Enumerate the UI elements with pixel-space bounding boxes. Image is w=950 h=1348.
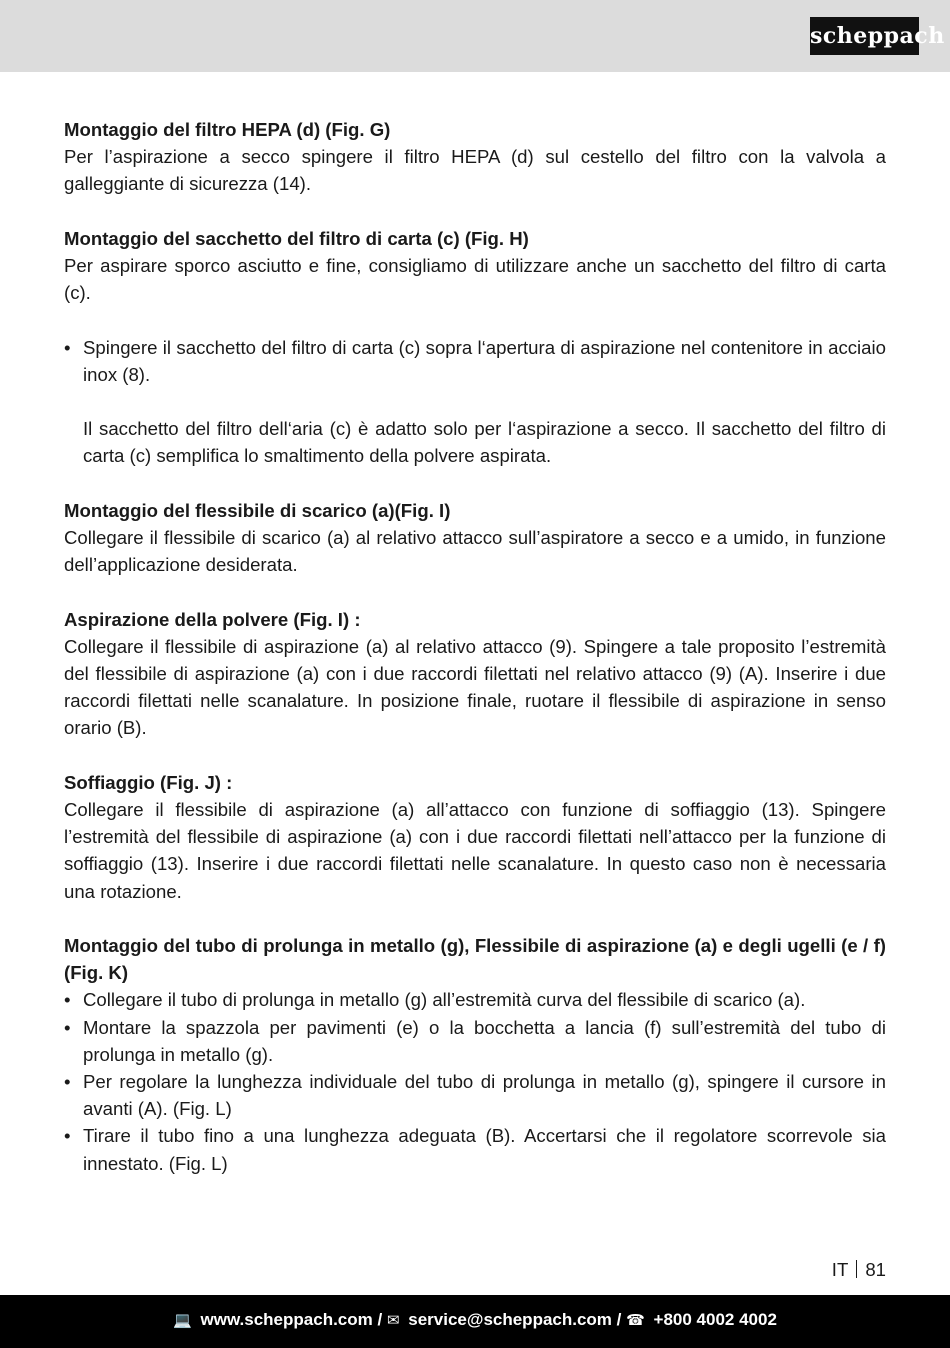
section-heading: Soffiaggio (Fig. J) : — [64, 771, 233, 793]
list-item: • Per regolare la lunghezza individuale del tubo di prolunga in metallo (g), spingere il cursore in avanti (A). (Fig. L) — [64, 1068, 886, 1122]
page-footer — [0, 1295, 950, 1348]
footer-phone[interactable]: +800 4002 4002 — [653, 1310, 777, 1329]
section-discharge-hose — [64, 497, 886, 579]
section-paragraph: Collegare il flessibile di aspirazione (a) al relativo attacco (9). Spingere a tale proposito l’estremità del flessibile di aspirazione (a) con i due raccordi filettati nel relativo attacco (9) (A). Inserire i due raccordi filettati nelle scanalature. In posizione finale, ruotare il flessibile di aspirazione in senso orario (B). — [64, 635, 886, 739]
section-paragraph: Per aspirare sporco asciutto e fine, consigliamo di utilizzare anche un sacchetto del filtro di carta (c). — [64, 255, 886, 304]
section-heading: Montaggio del sacchetto del filtro di carta (c) (Fig. H) — [64, 227, 529, 249]
bullet-list — [64, 334, 886, 388]
section-paragraph: Collegare il flessibile di aspirazione (a) all’attacco con funzione di soffiaggio (13). Spingere l’estremità del flessibile di aspirazione (a) con i due raccordi filettati nell’attacco per la funzione di soffiaggio (13). Inserire i due raccordi filettati nelle scanalature. In questo caso non è necessaria una rotazione. — [64, 798, 886, 902]
section-paragraph: Per l’aspirazione a secco spingere il filtro HEPA (d) sul cestello del filtro con la valvola a galleggiante di sicurezza (14). — [64, 146, 886, 195]
footer-email[interactable]: service@scheppach.com / — [408, 1310, 622, 1329]
brand-logo: scheppach — [810, 17, 919, 55]
email-icon: ✉ — [386, 1312, 400, 1329]
bullet-list — [64, 986, 886, 1176]
section-paragraph: Collegare il flessibile di scarico (a) al relativo attacco sull’aspiratore a secco e a umido, in funzione dell’applicazione desiderata. — [64, 526, 886, 576]
section-extension-tube — [64, 932, 886, 1177]
list-item: • Montare la spazzola per pavimenti (e) o la bocchetta a lancia (f) sull’estremità del tubo di prolunga in metallo (g). — [64, 1014, 886, 1068]
section-paper-filter-bag — [64, 225, 886, 307]
page-number-divider — [856, 1260, 857, 1278]
computer-icon: 💻 — [173, 1312, 192, 1329]
section-dust-suction — [64, 606, 886, 742]
list-item: • Spingere il sacchetto del filtro di carta (c) sopra l‘apertura di aspirazione nel contenitore in acciaio inox (8). — [64, 334, 886, 388]
document-body — [64, 116, 886, 1204]
page-header — [0, 0, 950, 72]
page-number — [832, 1256, 886, 1283]
language-code: IT — [831, 1259, 849, 1280]
section-hepa-filter — [64, 116, 886, 198]
indented-note: Il sacchetto del filtro dell‘aria (c) è adatto solo per l‘aspirazione a secco. Il sacchetto del filtro di carta (c) semplifica lo smaltimento della polvere aspirata. — [83, 418, 886, 467]
list-item: • Collegare il tubo di prolunga in metallo (g) all’estremità curva del flessibile di scarico (a). — [64, 986, 886, 1013]
section-blowing — [64, 769, 886, 905]
section-paper-filter-bullet — [64, 334, 886, 470]
section-heading: Montaggio del flessibile di scarico (a)(Fig. I) — [64, 499, 451, 521]
section-heading: Montaggio del filtro HEPA (d) (Fig. G) — [64, 119, 391, 140]
section-heading: Aspirazione della polvere (Fig. I) : — [64, 608, 361, 630]
footer-website[interactable]: www.scheppach.com / — [200, 1310, 383, 1329]
page-number-value: 81 — [865, 1259, 886, 1280]
phone-icon: ☎ — [626, 1312, 645, 1329]
section-heading: Montaggio del tubo di prolunga in metallo (g), Flessibile di aspirazione (a) e degli ugelli (e / f) (Fig. K) — [64, 934, 886, 984]
list-item: • Tirare il tubo fino a una lunghezza adeguata (B). Accertarsi che il regolatore scorrevole sia innestato. (Fig. L) — [64, 1122, 886, 1176]
